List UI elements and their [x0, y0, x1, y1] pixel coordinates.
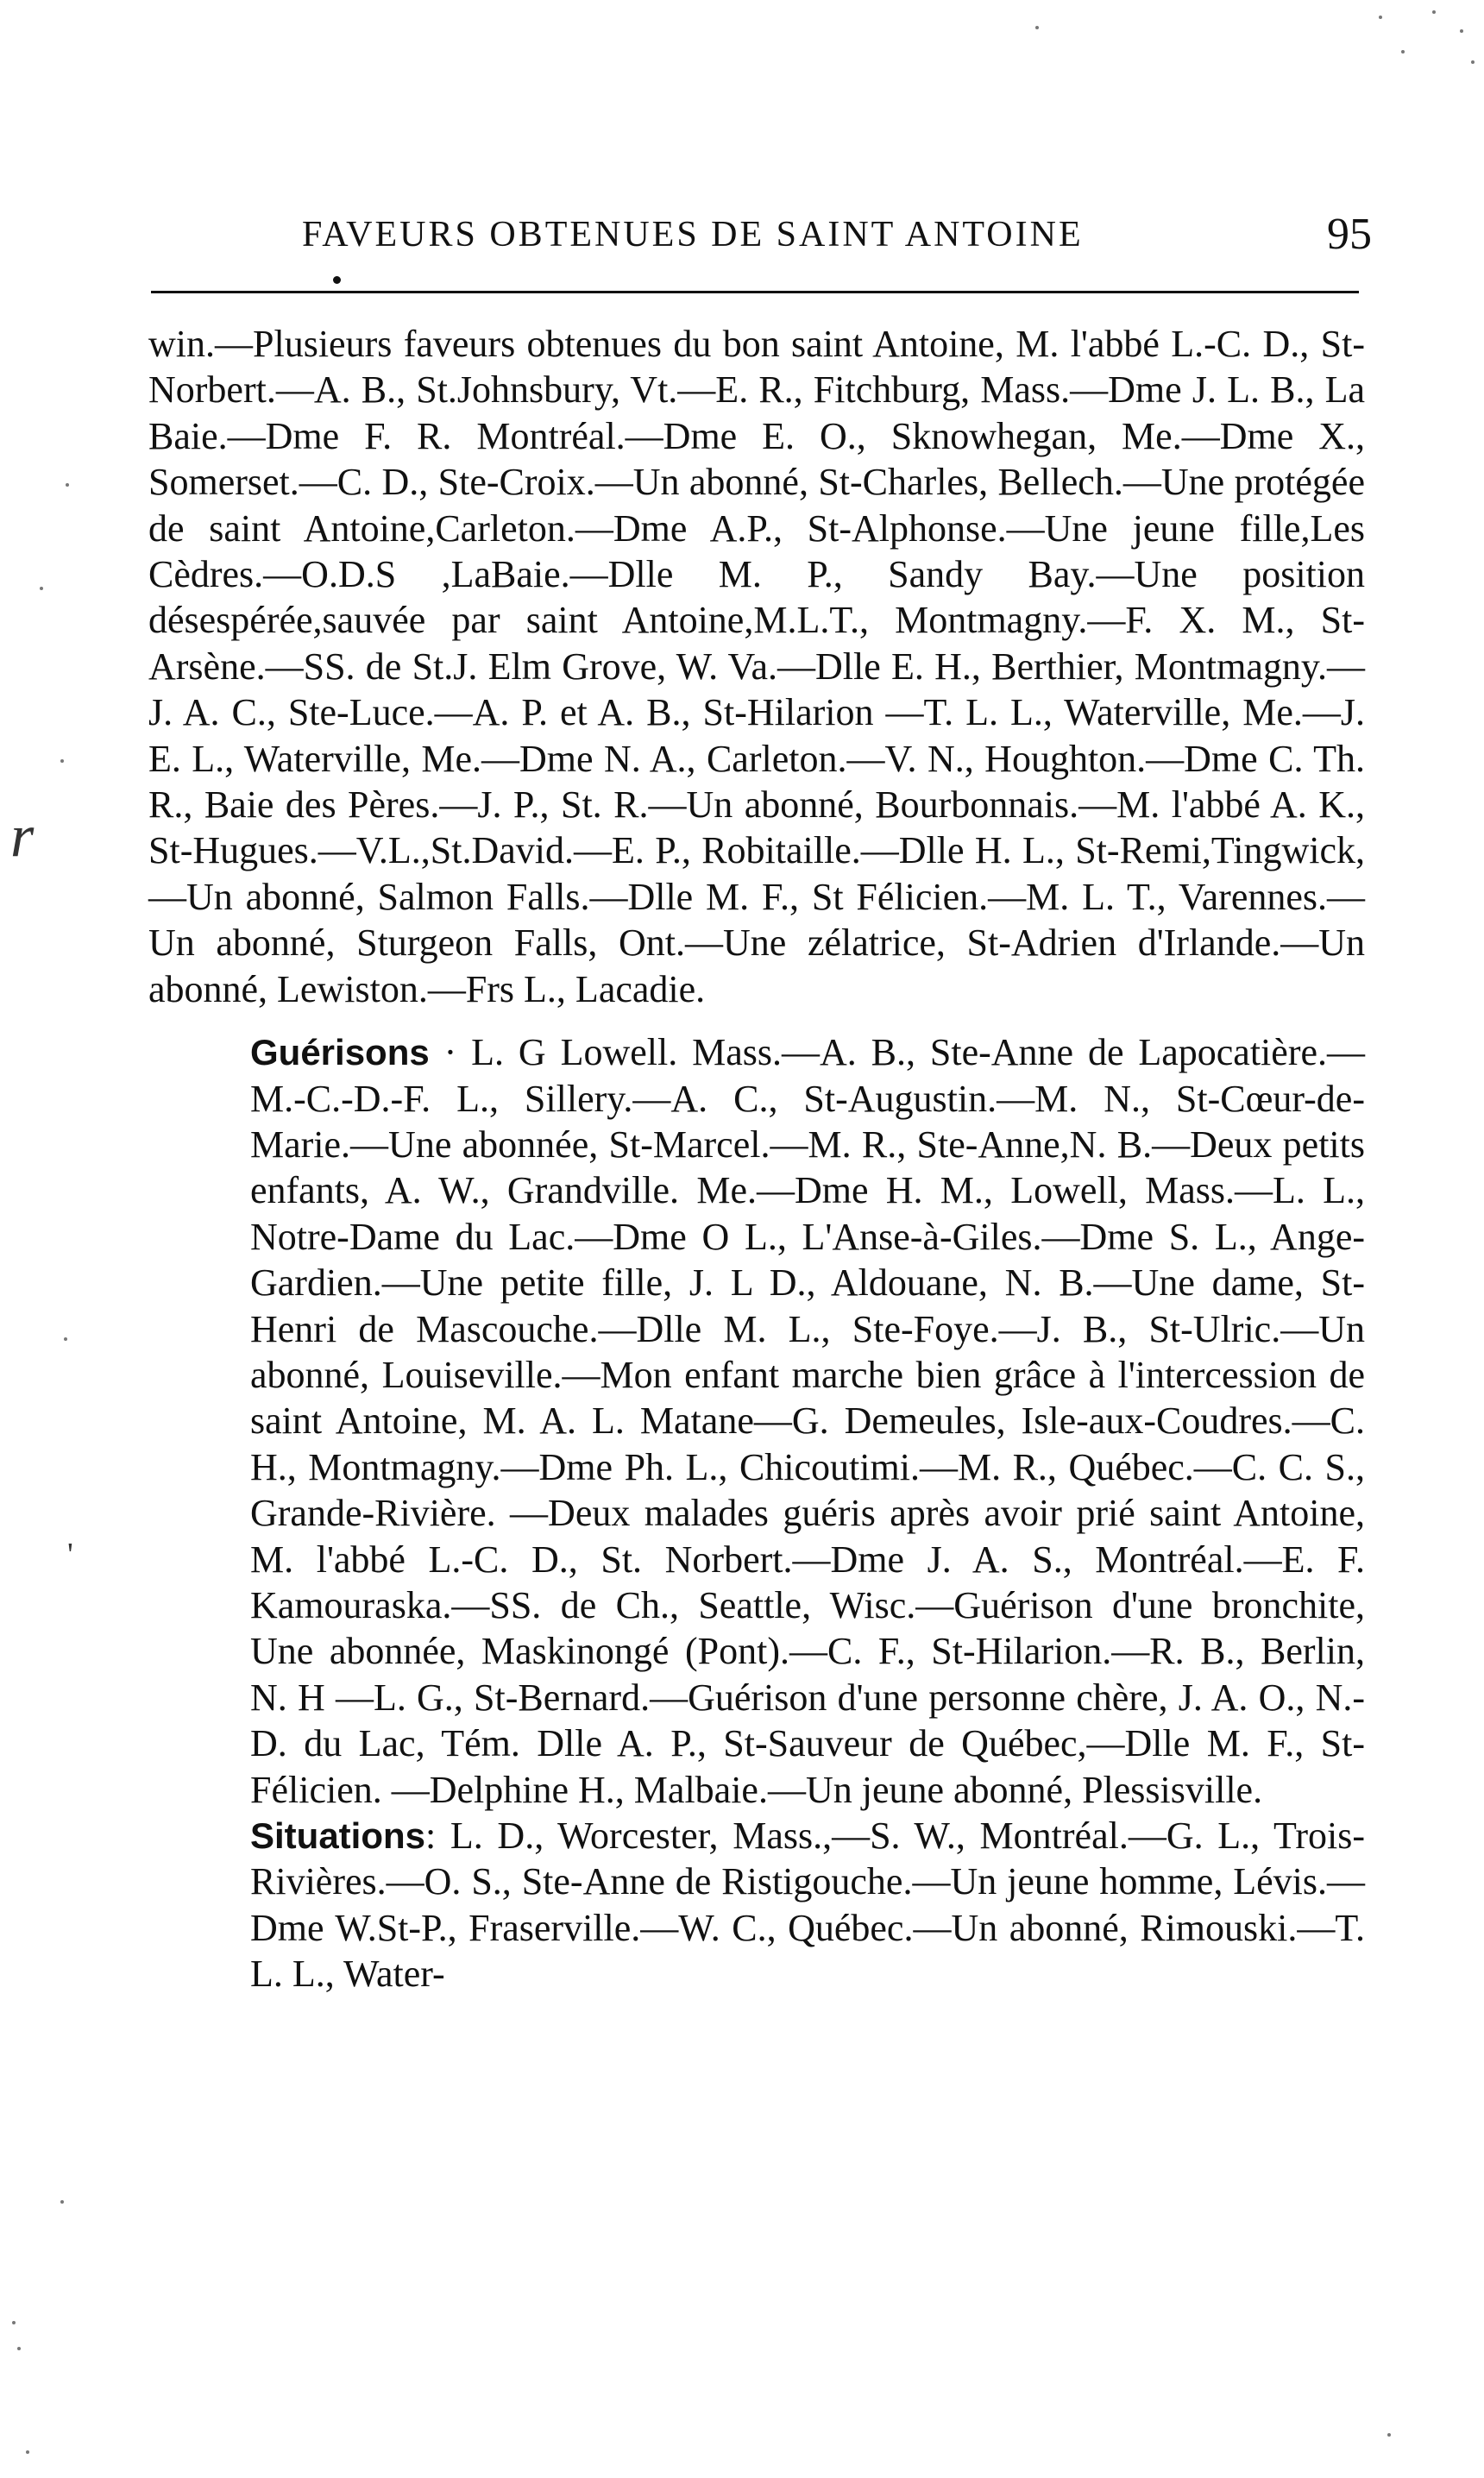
paper-speck: [12, 2321, 16, 2324]
paragraph-situations-text: : L. D., Worcester, Mass.,—S. W., Montréal.—G. L., Trois-Rivières.—O. S., Ste-Anne de Ristigouche.—Un jeune homme, Lévis.— Dme W.St-P., Fraserville.—W. C., Québec.—Un abonné, Rimouski.—T. L. L., Water-: [250, 1814, 1365, 1996]
page-number: 95: [1327, 210, 1372, 259]
paragraph-faveurs: [148, 321, 1365, 1012]
paragraph-guerisons-text: · L. G Lowell. Mass.—A. B., Ste-Anne de Lapocatière.—M.-C.-D.-F. L., Sillery.—A. C., St-Augustin.—M. N., St-Cœur-de-Marie.—Une abonnée, St-Marcel.—M. R., Ste-Anne,N. B.—Deux petits enfants, A. W., Grandville. Me.—Dme H. M., Lowell, Mass.—L. L., Notre-Dame du Lac.—Dme O L., L'Anse-à-Giles.—Dme S. L., Ange-Gardien.—Une petite fille, J. L D., Aldouane, N. B.—Une dame, St-Henri de Mascouche.—Dlle M. L., Ste-Foye.—J. B., St-Ulric.—Un abonné, Louiseville.—Mon enfant marche bien grâce à l'intercession de saint Antoine, M. A. L. Matane—G. Demeules, Isle-aux-Coudres.—C. H., Montmagny.—Dme Ph. L., Chicoutimi.—M. R., Québec.—C. C. S., Grande-Rivière. —Deux malades guéris après avoir prié saint Antoine, M. l'abbé L.-C. D., St. Norbert.—Dme J. A. S., Montréal.—E. F. Kamouraska.—SS. de Ch., Seattle, Wisc.—Guérison d'une bronchite, Une abonnée, Maskinongé (Pont).—C. F., St-Hilarion.—R. B., Berlin, N. H —L. G., St-Bernard.—Guérison d'une personne chère, J. A. O., N.-D. du Lac, Tém. Dlle A. P., St-Sauveur de Québec,—Dlle M. F., St-Félicien. —Delphine H., Malbaie.—Un jeune abonné, Plessisville.: [250, 1031, 1365, 1811]
paper-speck: [17, 2347, 21, 2350]
paper-speck: [26, 2450, 29, 2454]
body-text: [148, 321, 1365, 1997]
paper-speck: [1432, 10, 1436, 14]
paragraph-faveurs-text: win.—Plusieurs faveurs obtenues du bon saint Antoine, M. l'abbé L.-C. D., St-Norbert.—A. B., St.Johnsbury, Vt.—E. R., Fitchburg, Mass.—Dme J. L. B., La Baie.—Dme F. R. Montréal.—Dme E. O., Sknowhegan, Me.—Dme X., Somerset.—C. D., Ste-Croix.—Un abonné, St-Charles, Bellech.—Une protégée de saint Antoine,Carleton.—Dme A.P., St-Alphonse.—Une jeune fille,Les Cèdres.—O.D.S ,LaBaie.—Dlle M. P., Sandy Bay.—Une position désespérée,sauvée par saint Antoine,M.L.T., Montmagny.—F. X. M., St-Arsène.—SS. de St.J. Elm Grove, W. Va.—Dlle E. H., Berthier, Montmagny.—J. A. C., Ste-Luce.—A. P. et A. B., St-Hilarion —T. L. L., Waterville, Me.—J. E. L., Waterville, Me.—Dme N. A., Carleton.—V. N., Houghton.—Dme C. Th. R., Baie des Pères.—J. P., St. R.—Un abonné, Bourbonnais.—M. l'abbé A. K., St-Hugues.—V.L.,St.David.—E. P., Robitaille.—Dlle H. L., St-Remi,Tingwick,—Un abonné, Salmon Falls.—Dlle M. F., St Félicien.—M. L. T., Varennes.—Un abonné, Sturgeon Falls, Ont.—Une zélatrice, St-Adrien d'Irlande.—Un abonné, Lewiston.—Frs L., Lacadie.: [148, 323, 1365, 1010]
margin-hook-mark: r: [10, 803, 35, 870]
paper-speck: [1401, 50, 1405, 53]
paper-speck: [40, 587, 43, 590]
paper-speck: [1460, 29, 1463, 33]
paper-speck: [60, 759, 64, 763]
running-head: [147, 205, 1372, 266]
section-lead-situations: Situations: [250, 1815, 426, 1856]
paragraph-situations: [148, 1813, 1365, 1997]
running-title: FAVEURS OBTENUES DE SAINT ANTOINE: [302, 215, 1084, 255]
paper-speck: [1379, 16, 1382, 19]
section-lead-guerisons: Guérisons: [250, 1032, 430, 1073]
paper-speck: [1387, 2433, 1391, 2437]
margin-comma-mark: ': [67, 1537, 73, 1573]
header-rule: [151, 291, 1359, 293]
paper-speck: [64, 1337, 67, 1341]
paper-speck: [1471, 60, 1475, 64]
paper-speck: [1035, 26, 1039, 29]
paper-speck: [66, 483, 69, 487]
paper-speck: [60, 2200, 64, 2204]
rule-ink-dot: [333, 276, 341, 284]
paragraph-guerisons: [148, 1029, 1365, 1813]
